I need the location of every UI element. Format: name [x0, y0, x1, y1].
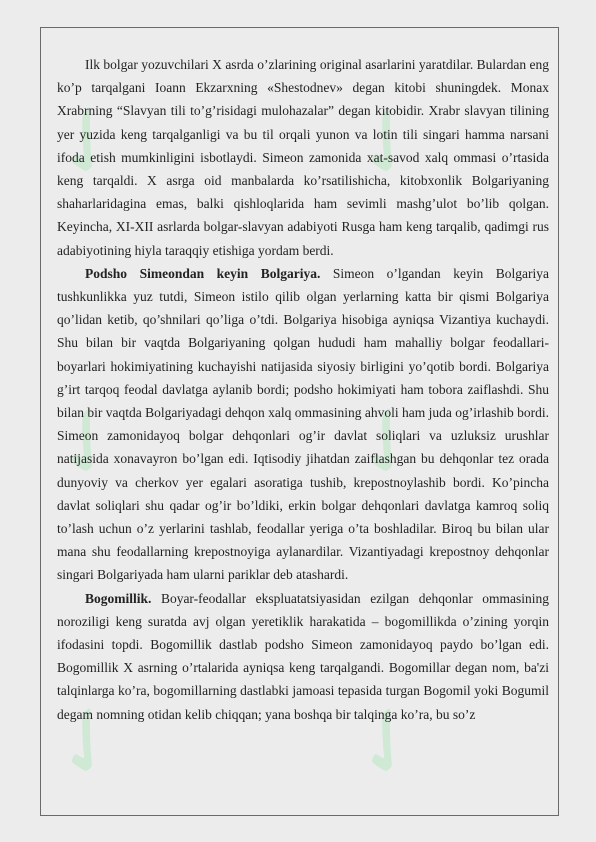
paragraph-text: Ilk bolgar yozuvchilari X asrda o’zlarining original asarlarini yaratdilar. Bulardan eng ko’p tarqalgani Ioann Ekzarxning «Shestodnev» degan kitobi shuningdek. Monax Xrabrning “Slavyan tili to’g’risidagi mulohazalar” degan kitobidir. Xrabr slavyan tilining yer yuzida keng tarqalganligi va bu til orqali yunon va lotin tili singari hamma narsani ifoda etish mumkinligini isbotlaydi. Simeon zamonida xat-savod xalq ommasi o’rtasida keng tarqaldi. X asrga oid manbalarda ko’rsatilishicha, kitobxonlik Bolgariyaning shaharlaridagina emas, balki qishloqlarida ham sevimli mashg’ulot bo’lib qolgan. Keyincha, XI-XII asrlarda bolgar-slavyan adabiyoti Rusga ham keng tarqalib, qadimgi rus adabiyotining hiyla taraqqiy etishiga yordam berdi. [57, 57, 549, 258]
paragraph-writers [57, 53, 549, 262]
paragraph-bogomilism [57, 587, 549, 726]
watermark-mark-5: ✓ [25, 677, 150, 808]
watermark-mark-6: ✓ [325, 677, 450, 808]
paragraph-lead: Podsho Simeondan keyin Bolgariya. [85, 265, 321, 281]
watermark-mark-2: ✓ [325, 77, 450, 208]
body-text [57, 53, 549, 726]
paragraph-after-simeon [57, 262, 549, 587]
watermark-mark-3: ✓ [25, 377, 150, 508]
watermark-mark-4: ✓ [325, 377, 450, 508]
paragraph-text: Boyar-feodallar ekspluatatsiyasidan ezilgan dehqonlar ommasining noroziligi keng suratda avj olgan yeretiklik harakatida – bogomillikda o’zining yorqin ifodasini topdi. Bogomillik dastlab podsho Simeon zamonidayoq paydo bo’lgan edi. Bogomillik X asrning o’rtalarida ayniqsa keng tarqalgandi. Bogomillar degan nom, ba'zi talqinlarga ko’ra, bogomillarning dastlabki jamoasi tepasida turgan Bogomil yoki Bogumil degam nomning otidan kelib chiqqan; yana boshqa bir talqinga ko’ra, bu so’z [57, 590, 549, 722]
paragraph-text: Simeon o’lgandan keyin Bolgariya tushkunlikka yuz tutdi, Simeon istilo qilib olgan yerlarning katta bir qismi Bolgariya qo’lidan ketib, qo’shnilari qo’liga o’tdi. Bolgariya hisobiga ayniqsa Vizantiya kuchaydi. Shu bilan bir vaqtda Bolgariyaning qolgan hududi ham mahalliy bolgar feodallari-boyarlari hokimiyatining kuchayishi natijasida siyosiy birligini yo’qotib bordi. Bolgariya g’irt tarqoq feodal davlatga aylanib bordi; podsho hokimiyati ham tobora zaiflashdi. Shu bilan bir vaqtda Bolgariyadagi dehqon xalq ommasining ahvoli ham juda og’irlashib bordi. Simeon zamonidayoq bolgar dehqonlari og’ir davlat soliqlari va uzluksiz urushlar natijasida xonavayron bo’lgan edi. Iqtisodiy jihatdan zaiflashgan bu dehqonlar tez orada dunyoviy va cherkov yer egalari asoratiga tushib, krepostnoylashib bordi. Ko’pincha davlat soliqlari shu qadar og’ir bo’ldiki, erkin bolgar dehqonlari davlatga kamroq soliq to’lash uchun o’z yerlarini tashlab, feodallar yeriga o’ta boshladilar. Biroq bu bilan ular mana shu feodallarning krepostnoyiga aylanardilar. Vizantiyadagi krepostnoy dehqonlar singari Bolgariyada ham ularni pariklar deb atashardi. [57, 265, 549, 583]
paragraph-lead: Bogomillik. [85, 590, 152, 606]
watermark-mark-1: ✓ [25, 77, 150, 208]
